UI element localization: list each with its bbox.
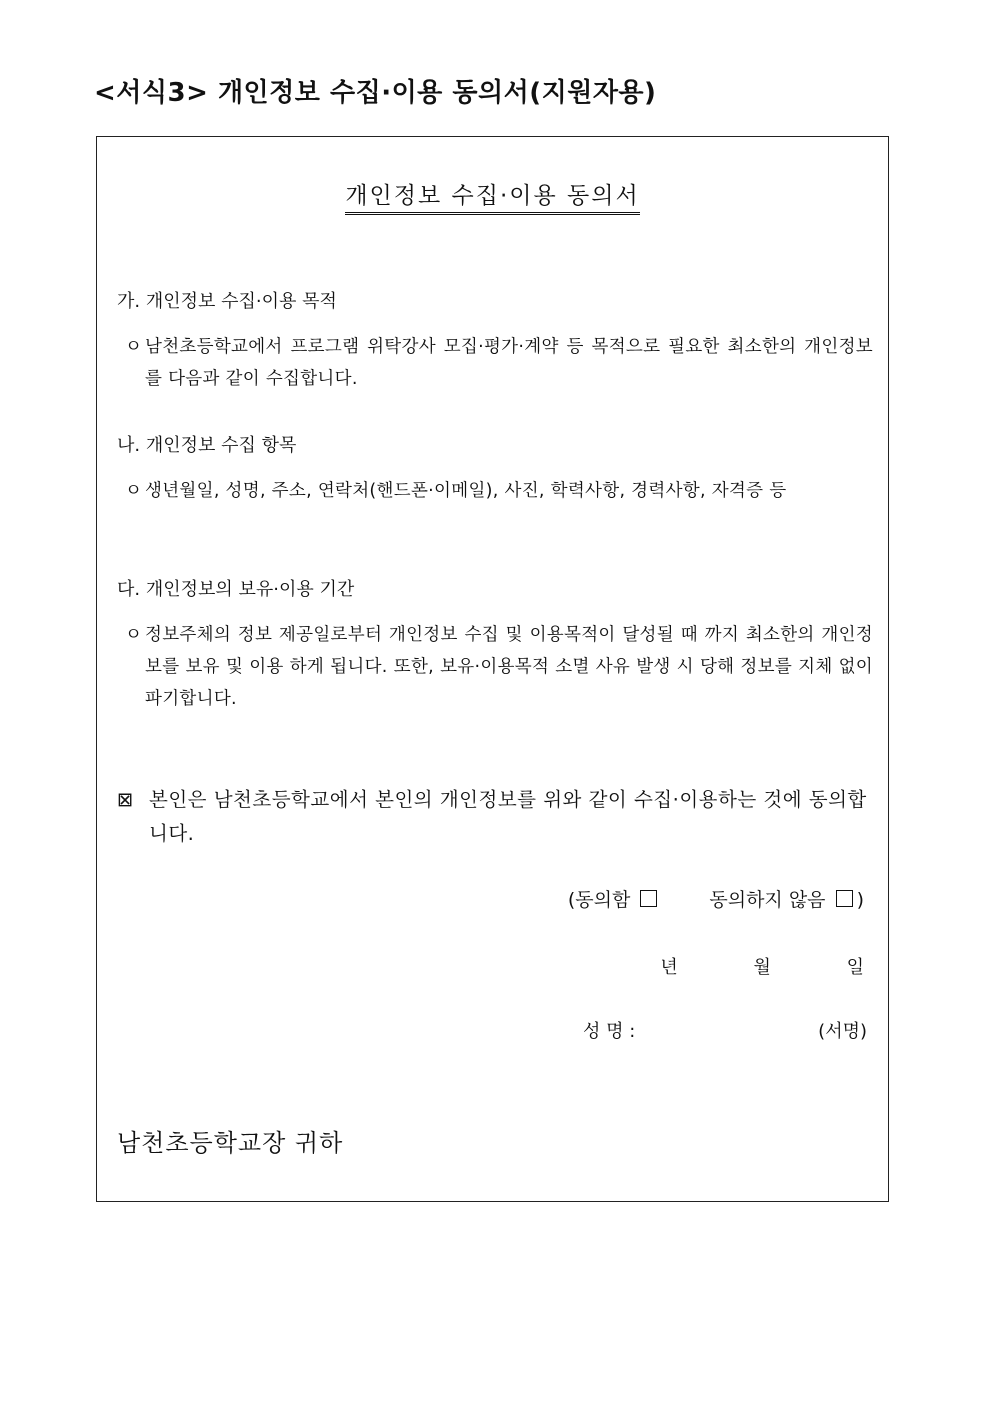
consent-statement xyxy=(117,783,873,851)
consent-form-box xyxy=(96,136,889,1202)
signature-row xyxy=(583,1017,867,1043)
date-day-label: 일 xyxy=(846,957,864,978)
signature-label: 성 명 : xyxy=(583,1021,636,1042)
section-text-period: 정보주체의 정보 제공일로부터 개인정보 수집 및 이용목적이 달성될 때 까지 최소한의 개인정보를 보유 및 이용 하게 됩니다. 또한, 보유·이용목적 소멸 사유 발생 시 당해 정보를 지체 없이 파기합니다. xyxy=(145,625,873,709)
section-heading-period: 다. 개인정보의 보유·이용 기간 xyxy=(117,579,355,600)
section-body-items xyxy=(125,475,873,507)
agree-checkbox[interactable] xyxy=(640,890,657,907)
document-title: 개인정보 수집·이용 동의서 xyxy=(345,183,639,215)
section-heading-purpose: 가. 개인정보 수집·이용 목적 xyxy=(117,291,337,312)
section-text-items: 생년월일, 성명, 주소, 연락처(핸드폰·이메일), 사진, 학력사항, 경력사항, 자격증 등 xyxy=(145,481,787,501)
addressee: 남천초등학교장 귀하 xyxy=(117,1129,344,1157)
section-body-period xyxy=(125,619,873,715)
choice-open-paren: ( xyxy=(567,889,576,911)
section-body-purpose xyxy=(125,331,873,395)
disagree-checkbox[interactable] xyxy=(836,890,853,907)
agree-label: 동의함 xyxy=(575,889,631,911)
choice-close-paren: ) xyxy=(856,889,864,911)
date-month-label: 월 xyxy=(753,957,771,978)
document-title-wrap xyxy=(97,177,888,210)
section-text-purpose: 남천초등학교에서 프로그램 위탁강사 모집·평가·계약 등 목적으로 필요한 최소한의 개인정보를 다음과 같이 수집합니다. xyxy=(145,337,873,389)
signature-seal-label: (서명) xyxy=(818,1021,867,1042)
disagree-label: 동의하지 않음 xyxy=(709,889,826,911)
section-heading-items: 나. 개인정보 수집 항목 xyxy=(117,435,297,456)
consent-choice xyxy=(568,885,864,912)
bullet-mark: ㅇ xyxy=(125,337,142,357)
date-row xyxy=(590,953,864,979)
consent-text: 본인은 남천초등학교에서 본인의 개인정보를 위와 같이 수집·이용하는 것에 동의합니다. xyxy=(149,788,867,845)
bullet-mark: ㅇ xyxy=(125,481,142,501)
checked-box-icon: ⊠ xyxy=(117,788,134,811)
date-year-label: 년 xyxy=(660,957,678,978)
bullet-mark: ㅇ xyxy=(125,625,142,645)
form-title: <서식3> 개인정보 수집·이용 동의서(지원자용) xyxy=(94,78,657,108)
